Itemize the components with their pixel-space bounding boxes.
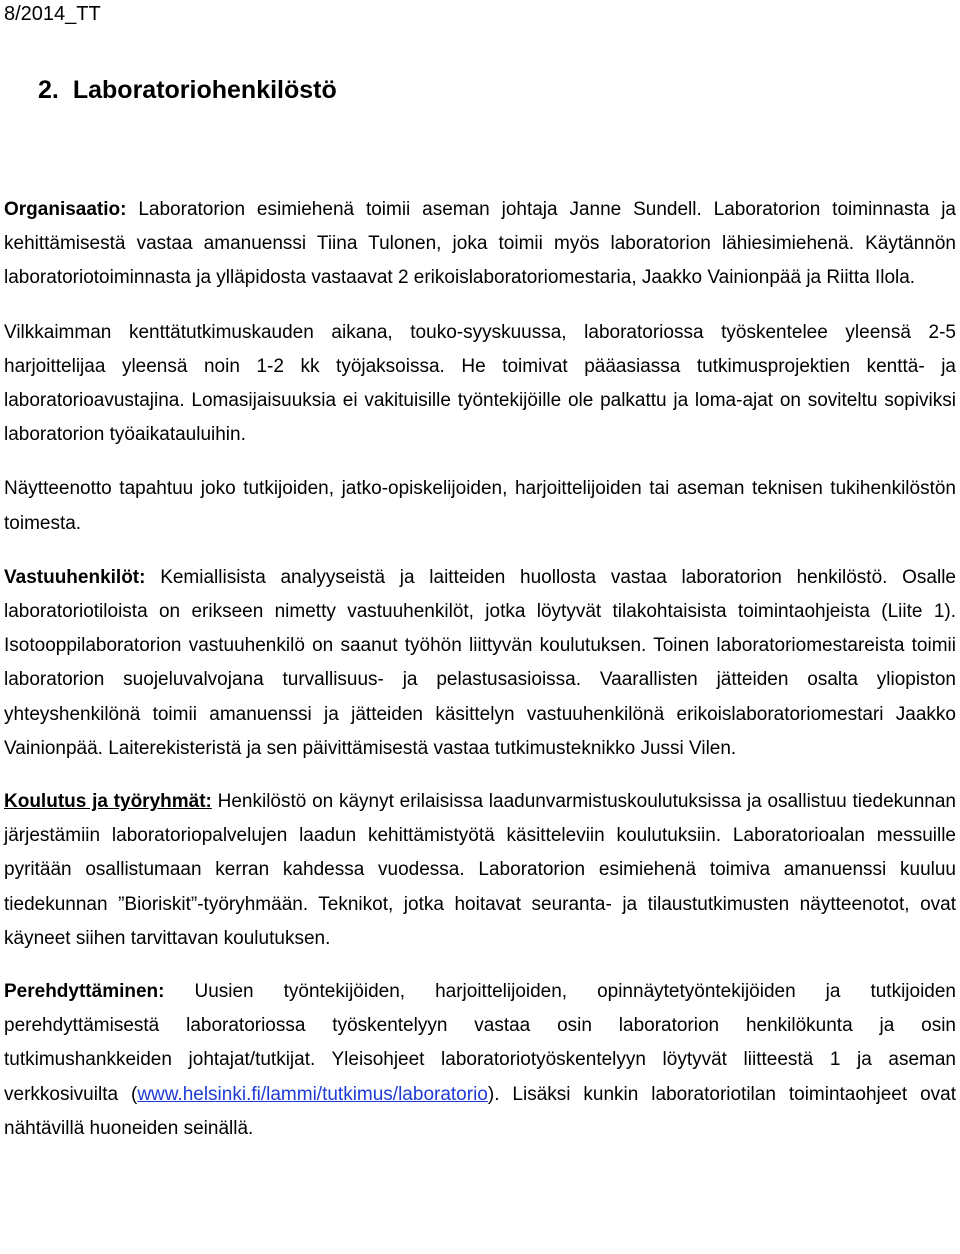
orientation-text-after: ). Lisäksi kunkin laboratoriotilan toimintaohjeet ovat nähtävillä huoneiden seinällä. [4,1083,956,1139]
document-code: 8/2014_TT [4,3,101,25]
responsible-label: Vastuuhenkilöt: [4,566,146,588]
fieldwork-paragraph: Vilkkaimman kenttätutkimuskauden aikana, touko-syyskuussa, laboratoriossa työskentelee yleensä 2-5 harjoittelijaa yleensä noin 1-2 kk työjaksoissa. He toimivat pääasiassa tutkimusprojektien kenttä- ja laboratorioavustajina. Lomasijaisuuksia ei vakituisille työntekijöille ole palkattu ja loma-ajat on soviteltu sopiviksi laboratorion työaikatauluihin. [4,321,956,446]
training-text: Henkilöstö on käynyt erilaisissa laadunvarmistuskoulutuksissa ja osallistuu tiedekunnan järjestämiin laboratoriopalvelujen laadun kehittämistyötä käsitteleviin koulutuksiin. Laboratorioalan messuille pyritään osallistumaan kerran kahdessa vuodessa. Laboratorion esimiehenä toimiva amanuenssi kuuluu tiedekunnan ”Bioriskit”-työryhmään. Teknikot, jotka hoitavat seuranta- ja tilaustutkimusten näytteenotot, ovat käyneet siihen tarvittavan koulutuksen. [4,791,956,949]
section-title: Laboratoriohenkilöstö [72,76,337,104]
responsible-paragraph [4,561,956,766]
organisation-text: Laboratorion esimiehenä toimii aseman johtaja Janne Sundell. Laboratorion toiminnasta ja kehittämisestä vastaa amanuenssi Tiina Tulonen, joka toimii myös laboratorion lähiesimiehenä. Käytännön laboratoriotoiminnasta ja ylläpidosta vastaavat 2 erikoislaboratoriomestaria, Jaakko Vainionpää ja Riitta Ilola. [4,199,956,289]
responsible-text: Kemiallisista analyyseistä ja laitteiden huollosta vastaa laboratorion henkilöstö. Osalle laboratoriotiloista on erikseen nimetty vastuuhenkilöt, jotka löytyvät tilakohtaisista toimintaohjeista (Liite 1). Isotooppilaboratorion vastuuhenkilö on saanut työhön liittyvän koulutuksen. Toinen laboratoriomestareista toimii laboratorion suojeluvalvojana turvallisuus- ja pelastusasioissa. Vaarallisten jätteiden osalta yliopiston yhteyshenkilönä toimii amanuenssi ja jätteiden käsittelyn vastuuhenkilönä erikoislaboratoriomestari Jaakko Vainionpää. Laiterekisteristä ja sen päivittämisestä vastaa tutkimusteknikko Jussi Vilen. [4,566,956,759]
organisation-label: Organisaatio: [4,199,127,220]
orientation-paragraph [4,975,956,1146]
section-heading [38,74,337,106]
orientation-label: Perehdyttäminen: [4,981,165,1003]
training-label: Koulutus ja työryhmät: [4,791,212,813]
organisation-paragraph [4,193,956,296]
laboratory-website-link[interactable]: www.helsinki.fi/lammi/tutkimus/laboratorio [137,1083,488,1105]
document-body [4,193,956,1166]
sampling-paragraph: Näytteenotto tapahtuu joko tutkijoiden, jatko-opiskelijoiden, harjoittelijoiden tai aseman teknisen tukihenkilöstön toimesta. [4,478,956,534]
training-paragraph [4,785,956,956]
section-number: 2. [38,76,59,104]
orientation-text-before: Uusien työntekijöiden, harjoittelijoiden, opinnäytetyöntekijöiden ja tutkijoiden perehdyttämisestä laboratoriossa työskentelyyn vastaa osin laboratorion henkilökunta ja osin tutkimushankkeiden johtajat/tutkijat. Yleisohjeet laboratoriotyöskentelyyn löytyvät liitteestä 1 ja aseman verkkosivuilta ( [4,981,956,1105]
